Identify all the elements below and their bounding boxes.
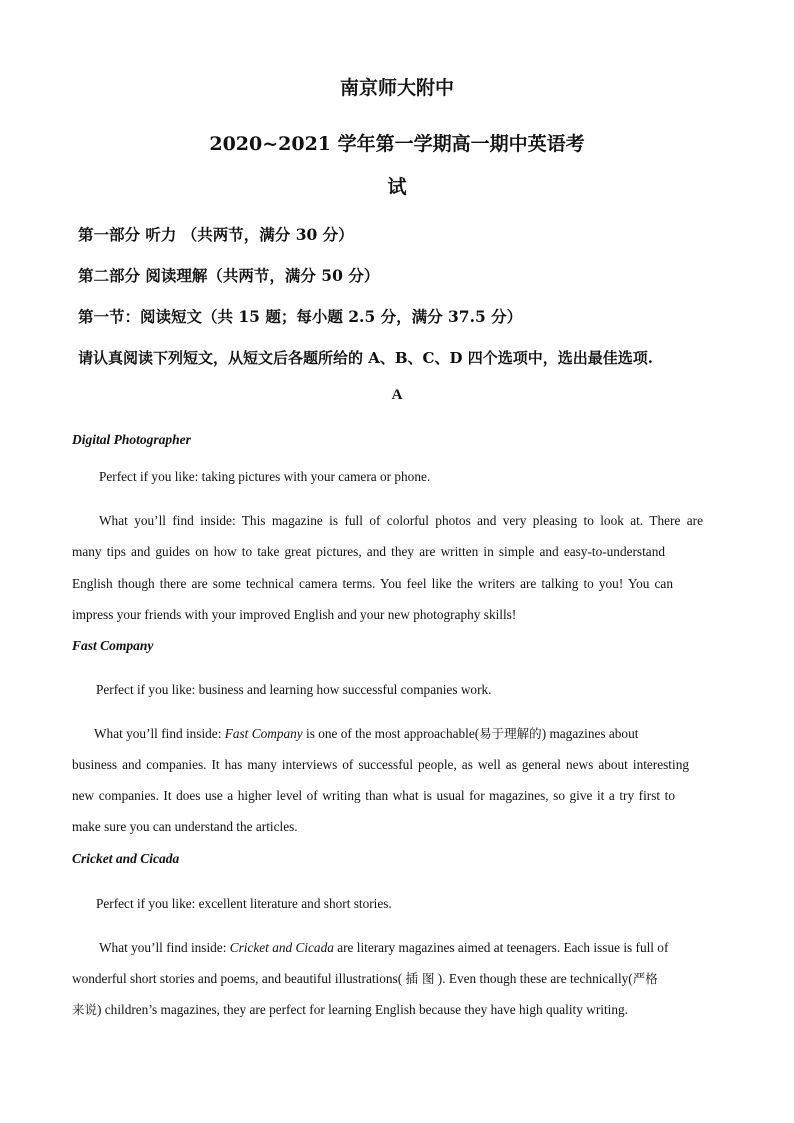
inside-text: ) magazines about (541, 726, 639, 741)
school-name: 南京师大附中 (339, 77, 454, 99)
inside-line: impress your friends with your improved English and your new photography skills! (72, 607, 517, 622)
inside-line: What you’ll find inside: This magazine is full of colorful photos and very pleasing to look at. There are (99, 513, 703, 528)
exam-title-line2: 试 (387, 176, 407, 198)
inside-line: English though there are some technical camera terms. You feel like the writers are talking to you! You can (72, 576, 673, 591)
magazine-name-italic: Cricket and Cicada (229, 940, 334, 955)
inside-line (72, 970, 712, 988)
chinese-gloss: 插 图 (405, 971, 435, 986)
exam-title-line1: 2020~2021 学年第一学期高一期中英语考 (209, 133, 585, 155)
inside-line: make sure you can understand the articles. (72, 819, 298, 834)
inside-text: wonderful short stories and poems, and beautiful illustrations( (72, 971, 406, 986)
chinese-gloss: 严格 (632, 971, 658, 986)
magazine-title: Cricket and Cicada (72, 851, 180, 866)
inside-line: many tips and guides on how to take great pictures, and they are written in simple and easy-to-understand (72, 544, 665, 559)
inside-line (94, 725, 694, 743)
inside-prefix: What you’ll find inside: (99, 940, 230, 955)
perfect-line: Perfect if you like: business and learning how successful companies work. (96, 682, 492, 697)
inside-prefix: What you’ll find inside: (94, 726, 225, 741)
magazine-name-italic: Fast Company (224, 726, 303, 741)
inside-text: ) children’s magazines, they are perfect for learning English because they have high quality writing. (97, 1002, 628, 1017)
chinese-gloss: 来说 (72, 1002, 98, 1017)
inside-text: ). Even though these are technically( (434, 971, 633, 986)
inside-text: are literary magazines aimed at teenagers. Each issue is full of (333, 940, 669, 955)
inside-line (72, 1001, 712, 1019)
inside-text: is one of the most approachable( (302, 726, 480, 741)
perfect-line: Perfect if you like: excellent literature and short stories. (96, 896, 392, 911)
part2-heading: 第二部分 阅读理解（共两节，满分 50 分） (78, 266, 380, 285)
perfect-line: Perfect if you like: taking pictures with your camera or phone. (99, 469, 431, 484)
inside-line: new companies. It does use a higher level of writing than what is usual for magazines, so give it a try first to (72, 788, 675, 803)
part1-heading: 第一部分 听力 （共两节，满分 30 分） (78, 225, 354, 244)
inside-line: business and companies. It has many interviews of successful people, as well as general news about interesting (72, 757, 689, 772)
passage-label: A (391, 387, 403, 403)
chinese-gloss: 易于理解的 (479, 726, 542, 741)
inside-line (99, 939, 699, 957)
magazine-title: Fast Company (72, 638, 154, 653)
section1-heading: 第一节：阅读短文（共 15 题；每小题 2.5 分，满分 37.5 分） (78, 307, 523, 326)
magazine-title: Digital Photographer (72, 432, 191, 447)
instruction-text: 请认真阅读下列短文，从短文后各题所给的 A、B、C、D 四个选项中，选出最佳选项. (78, 349, 653, 367)
